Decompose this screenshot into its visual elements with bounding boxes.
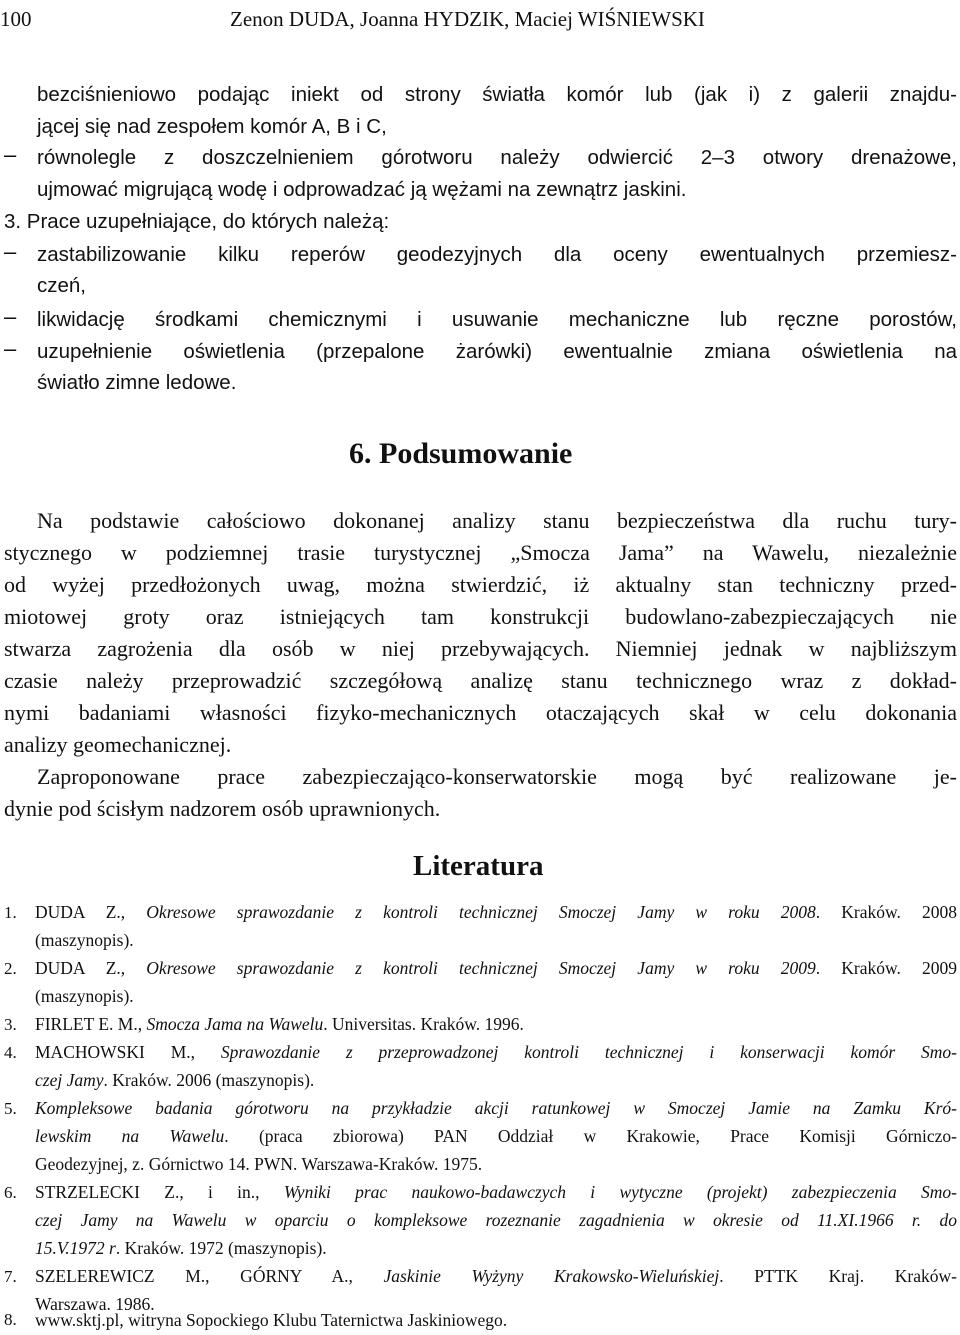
reference-entry: FIRLET E. M., Smocza Jama na Wawelu. Universitas. Kraków. 1996. xyxy=(35,1014,524,1034)
list-line: uzupełnienie oświetlenia (przepalone żarówki) ewentualnie zmiana oświetlenia na xyxy=(37,340,957,363)
reference-entry: DUDA Z., Okresowe sprawozdanie z kontroli technicznej Smoczej Jamy w roku 2009. Kraków. 2009 xyxy=(35,958,957,978)
literature-title: Literatura xyxy=(413,850,544,882)
list-line: ujmować migrującą wodę i odprowadzać ją wężami na zewnątrz jaskini. xyxy=(37,178,687,201)
list-line: bezciśnieniowo podając iniekt od strony światła komór lub (jak i) z galerii znajdu- xyxy=(37,83,957,106)
dash-bullet: – xyxy=(4,142,17,167)
reference-entry: SZELEREWICZ M., GÓRNY A., Jaskinie Wyżyny Krakowsko-Wieluńskiej. PTTK Kraj. Kraków- xyxy=(35,1266,957,1286)
reference-entry: STRZELECKI Z., i in., Wyniki prac naukowo-badawczych i wytyczne (projekt) zabezpieczenia Smo- xyxy=(35,1182,958,1202)
reference-continuation: (maszynopis). xyxy=(35,986,134,1006)
reference-number: 6. xyxy=(4,1183,17,1202)
list-line: jącej się nad zespołem komór A, B i C, xyxy=(37,115,387,138)
section-title: 6. Podsumowanie xyxy=(349,437,573,470)
reference-continuation: Warszawa. 1986. xyxy=(35,1294,155,1314)
reference-entry: MACHOWSKI M., Sprawozdanie z przeprowadzonej kontroli technicznej i konserwacji komór Smo- xyxy=(35,1042,957,1062)
reference-number: 5. xyxy=(4,1099,17,1118)
reference-continuation: czej Jamy na Wawelu w oparciu o kompleksowe rozeznanie zagadnienia w okresie od 11.XI.1966 r. do xyxy=(35,1210,957,1230)
list-line: zastabilizowanie kilku reperów geodezyjnych dla oceny ewentualnych przemiesz- xyxy=(37,243,957,266)
paragraph-line: stwarza zagrożenia dla osób w niej przebywających. Niemniej jednak w najbliższym xyxy=(4,636,957,661)
reference-number: 4. xyxy=(4,1043,17,1062)
list-heading: 3. Prace uzupełniające, do których należą: xyxy=(4,210,390,233)
paragraph-line: analizy geomechanicznej. xyxy=(4,732,232,757)
paragraph-line: nymi badaniami własności fizyko-mechanicznych otaczających skał w celu dokonania xyxy=(4,700,957,725)
reference-continuation: 15.V.1972 r. Kraków. 1972 (maszynopis). xyxy=(35,1238,327,1258)
reference-number: 3. xyxy=(4,1015,17,1034)
reference-continuation: lewskim na Wawelu. (praca zbiorowa) PAN Oddział w Krakowie, Prace Komisji Górniczo- xyxy=(35,1126,957,1146)
paragraph-line: czasie należy przeprowadzić szczegółową analizę stanu technicznego wraz z dokład- xyxy=(4,668,957,693)
page-number: 100 xyxy=(0,7,32,31)
paragraph-line: miotowej groty oraz istniejących tam konstrukcji budowlano-zabezpieczających nie xyxy=(4,604,957,629)
reference-entry: Kompleksowe badania górotworu na przykładzie akcji ratunkowej w Smoczej Jamie na Zamku Kró- xyxy=(35,1098,957,1118)
paragraph-line: Zaproponowane prace zabezpieczająco-konserwatorskie mogą być realizowane je- xyxy=(37,764,957,789)
paragraph-line: od wyżej przedłożonych uwag, można stwierdzić, iż aktualny stan techniczny przed- xyxy=(4,572,957,597)
reference-number: 8. xyxy=(4,1310,17,1329)
reference-entry: DUDA Z., Okresowe sprawozdanie z kontroli technicznej Smoczej Jamy w roku 2008. Kraków. 2008 xyxy=(35,902,957,922)
list-line: równolegle z doszczelnieniem górotworu należy odwiercić 2–3 otwory drenażowe, xyxy=(37,146,957,169)
running-header-authors: Zenon DUDA, Joanna HYDZIK, Maciej WIŚNIEWSKI xyxy=(230,7,705,31)
reference-number: 1. xyxy=(4,903,17,922)
paragraph-line: dynie pod ścisłym nadzorem osób uprawnionych. xyxy=(4,796,441,821)
dash-bullet: – xyxy=(4,336,17,361)
reference-number: 7. xyxy=(4,1267,17,1286)
paragraph-line: Na podstawie całościowo dokonanej analizy stanu bezpieczeństwa dla ruchu tury- xyxy=(37,508,957,533)
reference-number: 2. xyxy=(4,959,17,978)
list-line: czeń, xyxy=(37,274,86,297)
reference-continuation: czej Jamy. Kraków. 2006 (maszynopis). xyxy=(35,1070,315,1090)
dash-bullet: – xyxy=(4,304,17,329)
dash-bullet: – xyxy=(4,239,17,264)
reference-continuation: Geodezyjnej, z. Górnictwo 14. PWN. Warszawa-Kraków. 1975. xyxy=(35,1154,483,1174)
list-line: światło zimne ledowe. xyxy=(37,371,237,394)
list-line: likwidację środkami chemicznymi i usuwanie mechaniczne lub ręczne porostów, xyxy=(37,308,957,331)
reference-continuation: (maszynopis). xyxy=(35,930,134,950)
reference-link[interactable]: www.sktj.pl, witryna Sopockiego Klubu Taternictwa Jaskiniowego. xyxy=(35,1310,508,1330)
paragraph-line: stycznego w podziemnej trasie turystycznej „Smocza Jama” na Wawelu, niezależnie xyxy=(4,540,957,565)
